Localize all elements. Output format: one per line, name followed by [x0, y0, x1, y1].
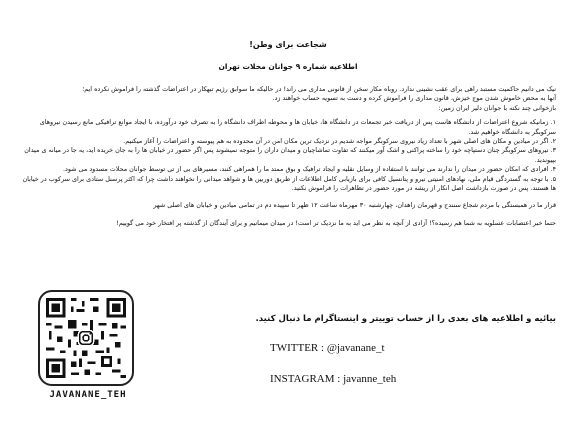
follow-us-line: بیائیه و اطلاعیه های بعدی را از حساب توییتر و اینستاگرام ما دنبال کنید. [255, 314, 556, 324]
qr-block [38, 290, 138, 400]
rally-line: قرار ما در همبستگی با مردم شجاع سنندج و قهرمان زاهدان، چهارشنبه ۳۰ مهرماه ساعت ۱۲ ظهر تا سپیده دم در تمامی میادین و خیابان های اصلی شهر [153, 201, 556, 210]
point-item: ۵. با توجه به گستردگی قیام ملی، نهادهای امنیتی نیرو و پتانسیل کافی برای بازیابی کامل اطلاعات از طریق دوربین ها و شواهد میدانی را نخواهند داشت چرا که اکثر پرسنل ستادی برای سرکوب در خیابان ها هستند. پس در صورت بازداشت اصل انکار از ریشه در مورد حضور در تظاهرات را فراموش نکنید. [22, 174, 556, 193]
point-item: ۲. اگر در میادین و مکان های اصلی شهر با تعداد زیاد نیروی سرکوبگر مواجه شدیم در نزدیک ترین مکان امن در آن محدوده به هم پیوسته و اعتراضات را آغاز میکنیم. [123, 137, 556, 146]
intro-line: آنها به محض خاموش شدن موج خیزش، قانون مداری را فراموش کرده و دست به تسویه حساب خواهند زد. [272, 94, 556, 103]
point-item: ۱. زمانیکه شروع اعتراضات از دانشگاه هاست پس از دریافت خبر تجمعات در دانشگاه ها، خیابان ها و محوطه اطراف دانشگاه را به تصرف خود درآورده، با ایجاد موانع ترافیکی مانع رسیدن نیروهای سرکوبگر به دانشگاه خواهیم شد. [39, 118, 556, 136]
twitter-handle[interactable]: TWITTER : @javanane_t [270, 342, 385, 354]
qr-code-icon [46, 298, 126, 378]
point-item: ۳. نیروهای سرکوبگر چنان دستپاچه خود را ساخته پراکنی و اشک آور میکنند که تفاوت تماشاچیان و میدان داران را متوجه نمیشوند پس اگر حضور در خیابان ها را به جان خریده اید، یه جا در میانه ی میدان بپیوندید. [24, 146, 556, 164]
intro-line: نیک می دانیم حاکمیت مستبد راهی برای عقب نشینی ندارد. روباه مکار سخن از قانونی مداری می راند! در حالیکه ما سوابق رژیم تبهکار در اعتراضات گذشته را فراموش نکرده ایم؛ [82, 85, 556, 93]
document-subtitle: اطلاعیه شماره ۹ جوانان محلات تهران [218, 62, 358, 71]
announcement-body [20, 85, 556, 233]
point-item: ۴. افرادی که امکان حضور در میدان را ندارند می توانند با استفاده از وسایل نقلیه و ایجاد ترافیک و بوق ممتد ما را همراهی کنند، مسیرهای بی از تی توسط جوانان محلات مسدود می شود. [62, 165, 556, 174]
instagram-qr-code[interactable] [38, 290, 134, 386]
intro-line: بازخوانی چند نکته با جوانان دلیر ایران زمین: [438, 103, 556, 112]
document-title: شجاعت برای وطن! [249, 40, 327, 49]
qr-handle-label: JAVANANE_TEH [49, 390, 127, 400]
closing-line: حتما خبر اعتصابات عسلویه به شما هم رسیده؟! آزادی از آنچه به نظر می اید به ما نزدیک تر است! در میدان میمانیم و برای آیندگان از گذشته پر افتخار خود می گوییم! [116, 218, 556, 227]
instagram-handle[interactable]: INSTAGRAM : javanne_teh [270, 373, 397, 385]
